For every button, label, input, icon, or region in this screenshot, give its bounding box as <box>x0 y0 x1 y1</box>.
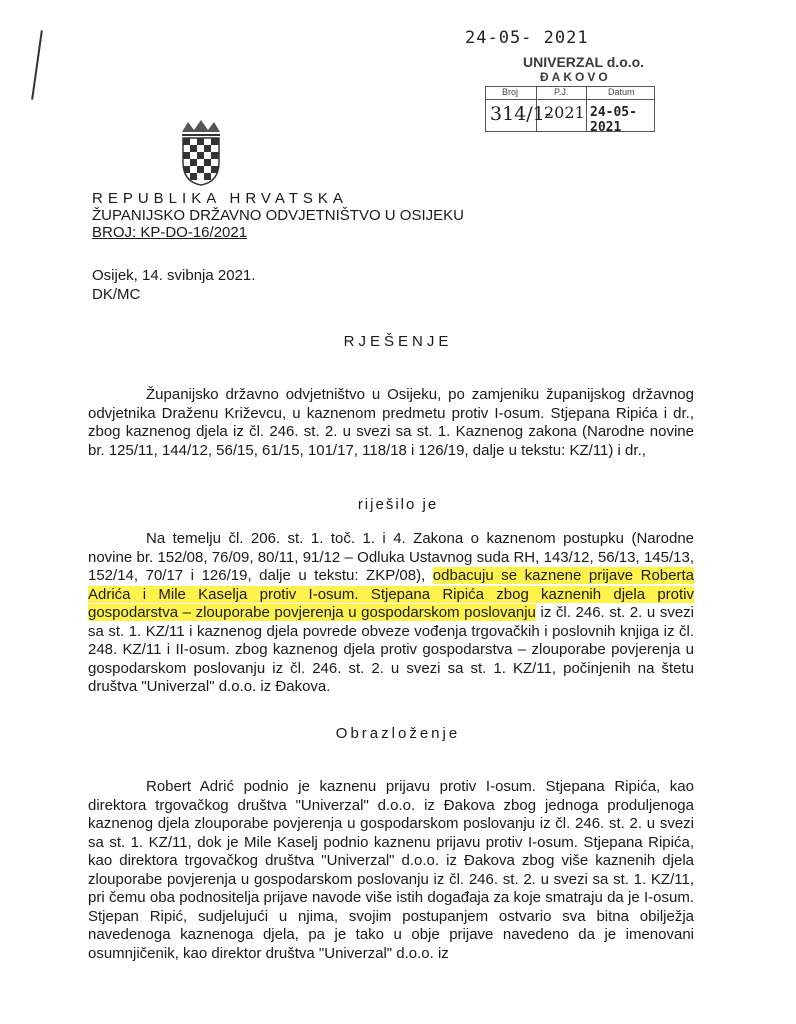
stamp-value-datum: 24-05- 2021 <box>590 105 637 135</box>
stamp-divider <box>586 87 587 131</box>
coat-of-arms-icon <box>180 118 222 186</box>
office-name: ŽUPANIJSKO DRŽAVNO ODVJETNIŠTVO U OSIJEKU <box>92 207 464 224</box>
stamp-table <box>485 86 655 135</box>
intro-text: Županijsko državno odvjetništvo u Osijeku, po zamjeniku županijskog državnog odvjetnika Draženu Križevcu, u kaznenom predmetu protiv I-osum. Stjepana Ripića i dr., zbog kaznenog djela iz čl. 246. st. 2. u svezi sa st. 1. Kaznenog zakona (Narodne novine br. 125/11, 144/12, 56/15, 61/15, 101/17, 118/18 i 126/19, dalje u tekstu: KZ/11) i dr., <box>88 386 694 459</box>
registry-stamp <box>485 52 655 135</box>
handwritten-mark <box>31 30 43 100</box>
received-date-stamp: 24-05- 2021 <box>465 28 589 48</box>
document-title: RJEŠENJE <box>343 333 453 350</box>
stamp-headers <box>486 87 654 100</box>
place-date: Osijek, 14. svibnja 2021. <box>92 267 256 284</box>
reference-initials: DK/MC <box>92 286 141 303</box>
stamp-header-datum: Datum <box>608 87 635 97</box>
decision-paragraph <box>88 530 694 697</box>
letterhead <box>92 190 464 241</box>
decision-text <box>88 530 694 697</box>
decision-part-1: Na temelju čl. 206. st. 1. toč. 1. i 4. Zakona o kaznenom postupku (Narodne novine br. 152/08, 76/09, 80/11, 91/12 – Odluka Ustavnog suda RH, 143/12, 56/13, 145/13, 152/14, 70/17 i 126/19, dalje u tekstu: ZKP/08), <box>88 530 694 584</box>
stamp-value-broj: 314/1- <box>490 103 552 125</box>
decision-part-2: iz čl. 246. st. 2. u svezi sa st. 1. KZ/11 i kaznenog djela povrede obveze vođenja trgovačkih i poslovnih knjiga iz čl. 248. KZ/11 i II-osum. zbog kaznenog djela protiv gospodarstva – zlouporabe povjerenja u gospodarskom poslovanju iz čl. 246. st. 2. u svezi sa st. 1. KZ/11, počinjenih na štetu društva "Univerzal" d.o.o. iz Đakova. <box>88 604 694 695</box>
decided-heading: riješilo je <box>357 496 439 513</box>
stamp-header-pj: P.J. <box>554 87 569 97</box>
reasoning-paragraph <box>88 778 694 963</box>
stamp-header-broj: Broj <box>502 87 519 97</box>
stamp-company: UNIVERZAL d.o.o. <box>523 54 645 70</box>
reasoning-heading: Obrazloženje <box>335 725 461 742</box>
highlighted-decision: odbacuju se kaznene prijave Roberta Adrića i Mile Kaselja protiv I-osum. Stjepana Ripića zbog kaznenih djela protiv gospodarstva – zlouporabe povjerenja u gospodarskom poslovanju <box>88 567 694 621</box>
republic-name: REPUBLIKA HRVATSKA <box>92 190 348 207</box>
case-number: BROJ: KP-DO-16/2021 <box>92 224 248 241</box>
place-date-block <box>92 266 255 304</box>
intro-paragraph <box>88 386 694 460</box>
reasoning-text: Robert Adrić podnio je kaznenu prijavu protiv I-osum. Stjepana Ripića, kao direktora trgovačkog društva "Univerzal" d.o.o. iz Đakova zbog jednoga produljenoga kaznenog djela zlouporabe povjerenja u gospodarskom poslovanju iz čl. 246. st. 2. u svezi sa st. 1. KZ/11, dok je Mile Kaselj podnio kaznenu prijavu protiv I-osum. Stjepana Ripića, kao direktora trgovačkog društva "Univerzal" d.o.o. iz Đakova zbog više kaznenih djela zlouporabe povjerenja u gospodarskom poslovanju iz čl. 246. st. 2. u svezi sa st. 1. KZ/11, pri čemu oba podnositelja prijave navode više istih događaja za koje smatraju da je I-osum. Stjepan Ripić, sudjelujući u njima, svojim postupanjem ostvario sva bitna obilježja navedenoga kaznenoga djela, pa je tako u obje prijave navedeno da je imenovani osumnjičenik, kao direktor društva "Univerzal" d.o.o. iz <box>88 778 694 962</box>
stamp-city: ĐAKOVO <box>540 70 611 84</box>
stamp-value-pj: 2021 <box>544 103 585 122</box>
